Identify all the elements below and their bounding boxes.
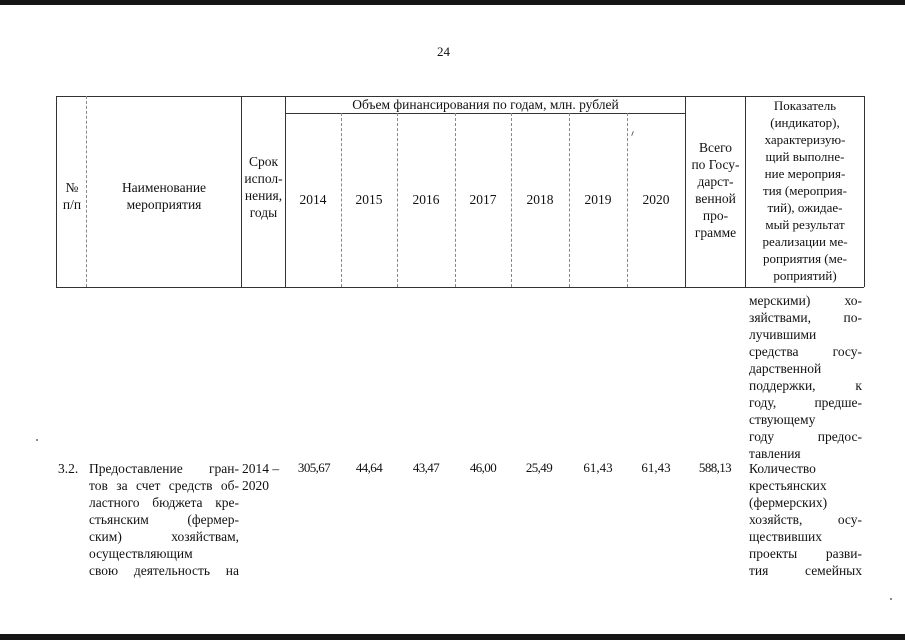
previous-row-indicator: мерскими) хо- зяйствами, по- лучившими средства госу- дарственной поддержки, к году, предше- ствующему году предос- тавления — [749, 293, 862, 461]
scan-top-border — [0, 0, 905, 5]
value-total: 588,13 — [698, 460, 732, 475]
header-term: Срок испол- нения, годы — [244, 154, 283, 220]
header-total: Всего по Госу- дарст- венной про- грамме — [691, 140, 740, 240]
value-2020: 61,43 — [641, 460, 671, 475]
header-year-2016: 2016 — [412, 192, 440, 207]
row-indicator: Количество крестьянских (фермерских) хозяйств, осу- ществивших проекты разви- тия семейных — [749, 461, 862, 578]
header-year-2017: 2017 — [469, 192, 497, 207]
row-number: 3.2. — [58, 461, 79, 476]
header-year-2019: 2019 — [584, 192, 612, 207]
header-funding-title: Объем финансирования по годам, млн. рублей — [352, 97, 619, 112]
value-2017: 46,00 — [469, 460, 497, 475]
header-name: Наименование мероприятия — [121, 180, 207, 212]
value-2019: 61,43 — [583, 460, 613, 475]
row-term: 2014 – 2020 — [242, 461, 280, 493]
header-number: № п/п — [62, 180, 82, 212]
value-2015: 44,64 — [355, 460, 383, 475]
page-number: 24 — [437, 44, 450, 59]
row-name: Предоставление гран- тов за счет средств об- ластного бюджета кре- стьянским (фермер- ским) хозяйствам, осуществляющим свою деятельность на — [89, 461, 239, 578]
value-2016: 43,47 — [412, 460, 440, 475]
scan-speck — [631, 131, 634, 136]
header-year-2015: 2015 — [355, 192, 383, 207]
header-year-2018: 2018 — [526, 192, 554, 207]
value-2014: 305,67 — [297, 460, 331, 475]
value-2018: 25,49 — [525, 460, 553, 475]
scan-bottom-border — [0, 634, 905, 640]
header-indicator: Показатель (индикатор), характеризую- щий выполне- ние мероприя- тия (мероприя- тий), ожидае- мый результат реализации ме- роприятия (ме- роприятий) — [762, 98, 848, 283]
header-year-2014: 2014 — [299, 192, 327, 207]
header-year-2020: 2020 — [642, 192, 670, 207]
scan-speck — [890, 598, 892, 600]
scan-speck — [36, 439, 38, 441]
